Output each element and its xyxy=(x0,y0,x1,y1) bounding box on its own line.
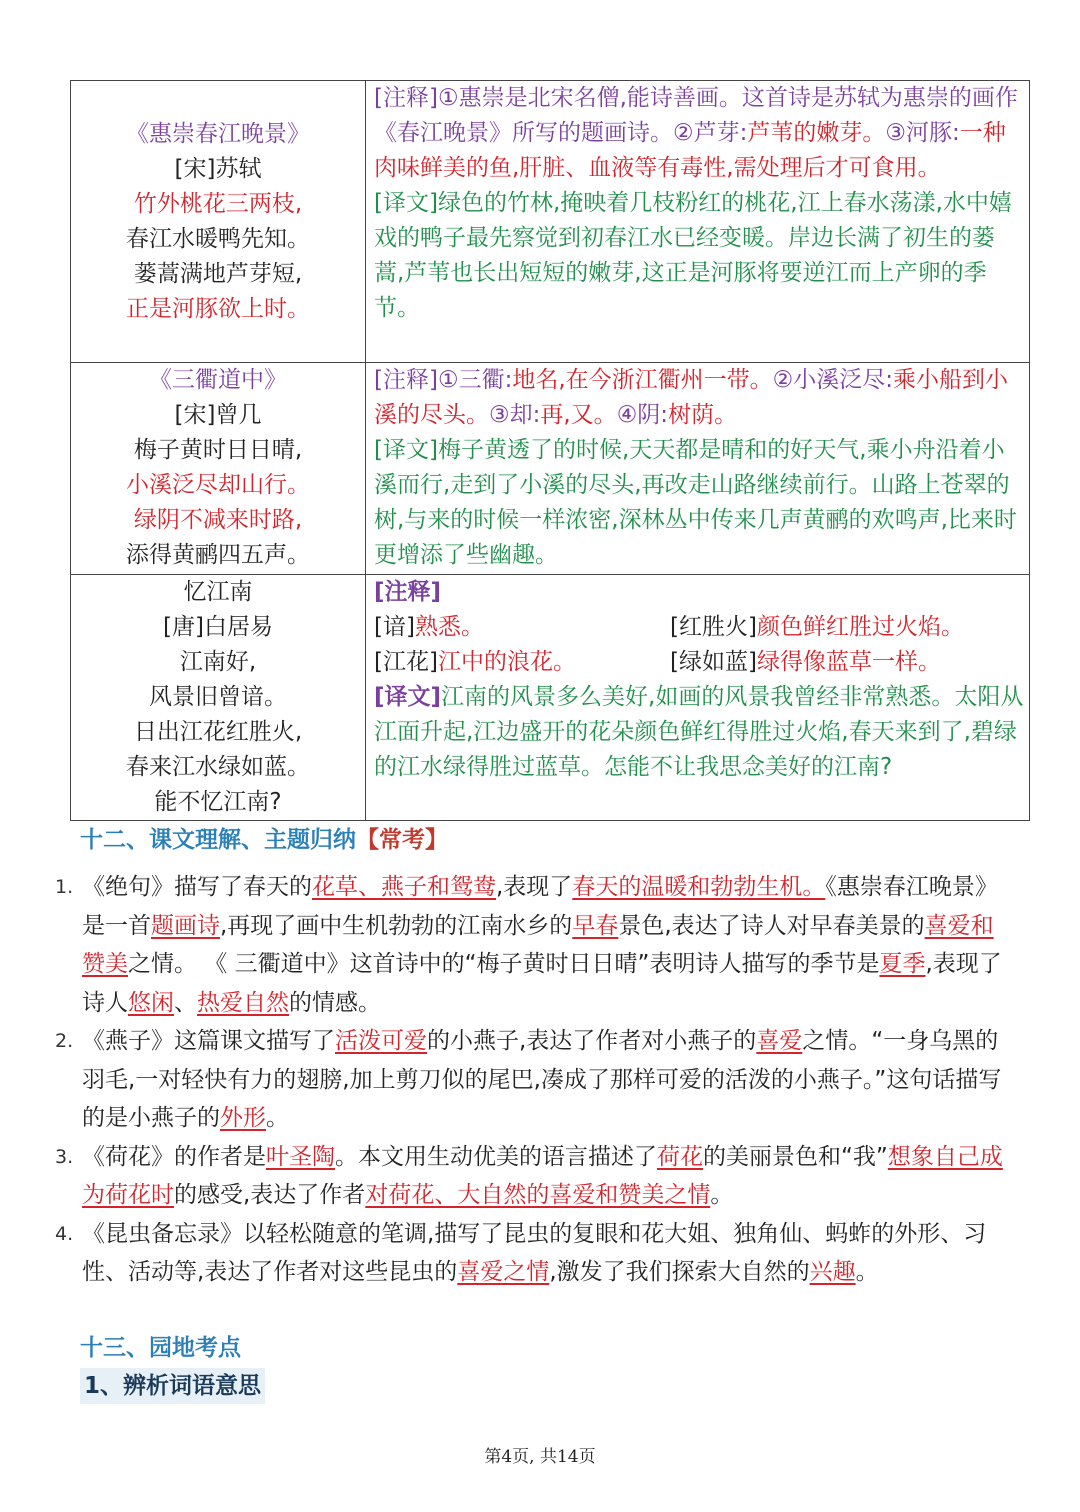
answer: 春天的温暖和勃勃生机。 xyxy=(572,874,826,900)
list-item xyxy=(55,868,1015,1022)
summary-list xyxy=(55,868,1015,1292)
poem-line: 风景旧曾谙。 xyxy=(149,684,287,710)
note-text: ①三衢: xyxy=(437,367,513,393)
item-number: 4. xyxy=(55,1222,74,1245)
text: ,表现了 xyxy=(496,874,573,900)
translation-text: 梅子黄透了的时候,天天都是晴和的好天气,乘小舟沿着小溪而行,走到了小溪的尽头,再改走山路继续前行。山路上苍翠的树,与来的时候一样浓密,深林丛中传来几声黄鹂的欢鸣声,比来时更增添了些幽趣。 xyxy=(374,437,1017,568)
poem-cell xyxy=(71,575,366,821)
poem-cell xyxy=(71,81,366,363)
text: 。 xyxy=(855,1259,879,1285)
translation-label: [译文] xyxy=(374,190,438,216)
table-row xyxy=(71,363,1030,575)
poem-line: 小溪泛尽却山行。 xyxy=(126,472,310,498)
answer: 叶圣陶 xyxy=(266,1143,335,1170)
text: 。 xyxy=(266,1105,289,1131)
answer: 花草、燕子和鸳鸯 xyxy=(312,874,496,900)
text: 《绝句》描写了春天的 xyxy=(82,874,312,900)
note-def: 熟悉。 xyxy=(414,614,484,640)
note-term: [绿如蓝] xyxy=(670,649,757,675)
note-label: [注释] xyxy=(374,85,438,111)
poem-author: [宋]苏轼 xyxy=(174,156,262,182)
answer: 早春 xyxy=(572,912,619,939)
text: 景色,表达了诗人对早春美景的 xyxy=(618,912,925,939)
text: 。 xyxy=(710,1182,734,1208)
note-text: 地名,在今浙江衢州一带。 xyxy=(512,367,773,393)
item-number: 2. xyxy=(55,1030,74,1052)
answer: 外形 xyxy=(220,1105,266,1131)
text: 《惠崇春江晚景》是一首 xyxy=(82,874,998,939)
poem-line: 添得黄鹂四五声。 xyxy=(126,542,310,568)
section-title: 十二、课文理解、主题归纳 xyxy=(80,827,356,853)
answer: 对荷花、大自然的喜爱和赞美之情 xyxy=(365,1182,711,1208)
note-term: [江花] xyxy=(374,649,438,675)
answer: 喜爱和赞美 xyxy=(82,912,994,977)
note-text: ③河豚: xyxy=(885,120,960,146)
note-text: ④阴: xyxy=(616,402,669,428)
poem-line: 春来江水绿如蓝。 xyxy=(126,754,310,780)
text: ,表现了诗人 xyxy=(82,951,1002,1016)
answer: 题画诗 xyxy=(151,912,220,939)
note-term: [红胜火] xyxy=(670,614,757,640)
translation-label: [译文] xyxy=(374,437,438,463)
answer: 想象自己成为荷花时 xyxy=(82,1143,1003,1208)
list-item xyxy=(55,1022,1015,1138)
notes-grid xyxy=(374,610,1025,645)
text: ,再现了画中生机勃勃的江南水乡的 xyxy=(220,912,573,939)
text: 的情感。 xyxy=(289,989,381,1016)
note-text: 一种肉味鲜美的鱼,肝脏、血液等有毒性,需处理后才可食用。 xyxy=(374,120,1006,181)
list-item xyxy=(55,1215,1015,1292)
note-text: 乘小船到小溪的尽头。 xyxy=(374,367,1009,428)
note-text: 芦苇的嫩芽。 xyxy=(747,120,886,146)
note-def: 绿得像蓝草一样。 xyxy=(756,649,941,675)
note-text: 再,又。 xyxy=(540,402,617,428)
annotation-cell xyxy=(366,81,1030,363)
poem-title: 《惠崇春江晚景》 xyxy=(126,121,310,147)
translation-text: 绿色的竹林,掩映着几枝粉红的桃花,江上春水荡漾,水中嬉戏的鸭子最先察觉到初春江水已经变暖。岸边长满了初生的蒌蒿,芦苇也长出短短的嫩芽,这正是河豚将要逆江而上产卵的季节。 xyxy=(374,190,1012,321)
answer: 热爱自然 xyxy=(197,989,289,1016)
table-row xyxy=(71,575,1030,821)
item-number: 3. xyxy=(55,1145,74,1168)
poem-line: 能不忆江南? xyxy=(154,789,282,815)
poem-author: [宋]曾几 xyxy=(174,402,262,428)
answer: 喜爱 xyxy=(756,1028,803,1054)
item-number: 1. xyxy=(55,876,74,898)
poem-line: 蒌蒿满地芦芽短, xyxy=(133,261,303,287)
text: 。本文用生动优美的语言描述了 xyxy=(335,1143,657,1170)
text: 的美丽景色和“我” xyxy=(703,1143,888,1170)
subsection-title: 1、辨析词语意思 xyxy=(80,1368,265,1404)
poem-title: 《三衢道中》 xyxy=(149,367,287,393)
poem-line: 正是河豚欲上时。 xyxy=(126,296,310,322)
section-heading xyxy=(80,822,448,858)
answer: 荷花 xyxy=(657,1143,703,1170)
text: 的小燕子,表达了作者对小燕子的 xyxy=(427,1028,757,1054)
note-def: 江中的浪花。 xyxy=(437,649,576,675)
answer: 兴趣 xyxy=(809,1259,856,1285)
note-text: 树荫。 xyxy=(668,402,738,428)
poem-table xyxy=(70,80,1030,821)
text: 之情。“一身乌黑的羽毛,一对轻快有力的翅膀,加上剪刀似的尾巴,凑成了那样可爱的活泼的小燕子。”这句话描写的是小燕子的 xyxy=(82,1028,1002,1131)
annotation-cell xyxy=(366,575,1030,821)
answer: 喜爱之情 xyxy=(457,1259,550,1285)
poem-line: 竹外桃花三两枝, xyxy=(133,191,303,217)
annotation-cell xyxy=(366,363,1030,575)
page-footer: 第4页, 共14页 xyxy=(484,1447,596,1467)
list-item xyxy=(55,1138,1015,1215)
poem-author: [唐]白居易 xyxy=(163,614,273,640)
poem-cell xyxy=(71,363,366,575)
table-row xyxy=(71,81,1030,363)
note-label: [注释] xyxy=(374,579,442,605)
poem-line: 江南好, xyxy=(179,649,257,675)
answer: 悠闲 xyxy=(128,989,174,1016)
text: 之情。 《 三衢道中》这首诗中的“梅子黄时日日晴”表明诗人描写的季节是 xyxy=(128,951,880,977)
poem-line: 绿阴不减来时路, xyxy=(133,507,303,533)
poem-line: 梅子黄时日日晴, xyxy=(133,437,303,463)
text: 《荷花》的作者是 xyxy=(82,1143,266,1170)
note-term: [谙] xyxy=(374,614,415,640)
text: 、 xyxy=(174,989,197,1016)
poem-line: 春江水暖鸭先知。 xyxy=(126,226,310,252)
note-def: 颜色鲜红胜过火焰。 xyxy=(756,614,964,640)
poem-title: 忆江南 xyxy=(183,579,253,605)
answer: 夏季 xyxy=(879,951,926,977)
text: 《燕子》这篇课文描写了 xyxy=(82,1028,335,1054)
text: ,激发了我们探索大自然的 xyxy=(549,1259,810,1285)
answer: 活泼可爱 xyxy=(335,1028,427,1054)
note-text: ②小溪泛尽: xyxy=(772,367,894,393)
text: 的感受,表达了作者 xyxy=(174,1182,366,1208)
note-text: ①惠崇是北宋名僧,能诗善画。这首诗是苏轼为惠崇的画作《春江晚景》所写的题画诗。②芦芽: xyxy=(374,85,1018,146)
frequent-tag: 【常考】 xyxy=(356,827,448,853)
section-title: 十三、园地考点 xyxy=(80,1335,241,1361)
note-text: ③却: xyxy=(489,402,541,428)
text: 《昆虫备忘录》以轻松随意的笔调,描写了昆虫的复眼和花大姐、独角仙、蚂蚱的外形、习性、活动等,表达了作者对这些昆虫的 xyxy=(82,1220,987,1285)
notes-grid xyxy=(374,645,1025,680)
translation-label: [译文] xyxy=(374,684,442,710)
note-label: [注释] xyxy=(374,367,438,393)
poem-line: 日出江花红胜火, xyxy=(133,719,303,745)
translation-text: 江南的风景多么美好,如画的风景我曾经非常熟悉。太阳从江面升起,江边盛开的花朵颜色鲜红得胜过火焰,春天来到了,碧绿的江水绿得胜过蓝草。怎能不让我思念美好的江南? xyxy=(374,684,1024,780)
